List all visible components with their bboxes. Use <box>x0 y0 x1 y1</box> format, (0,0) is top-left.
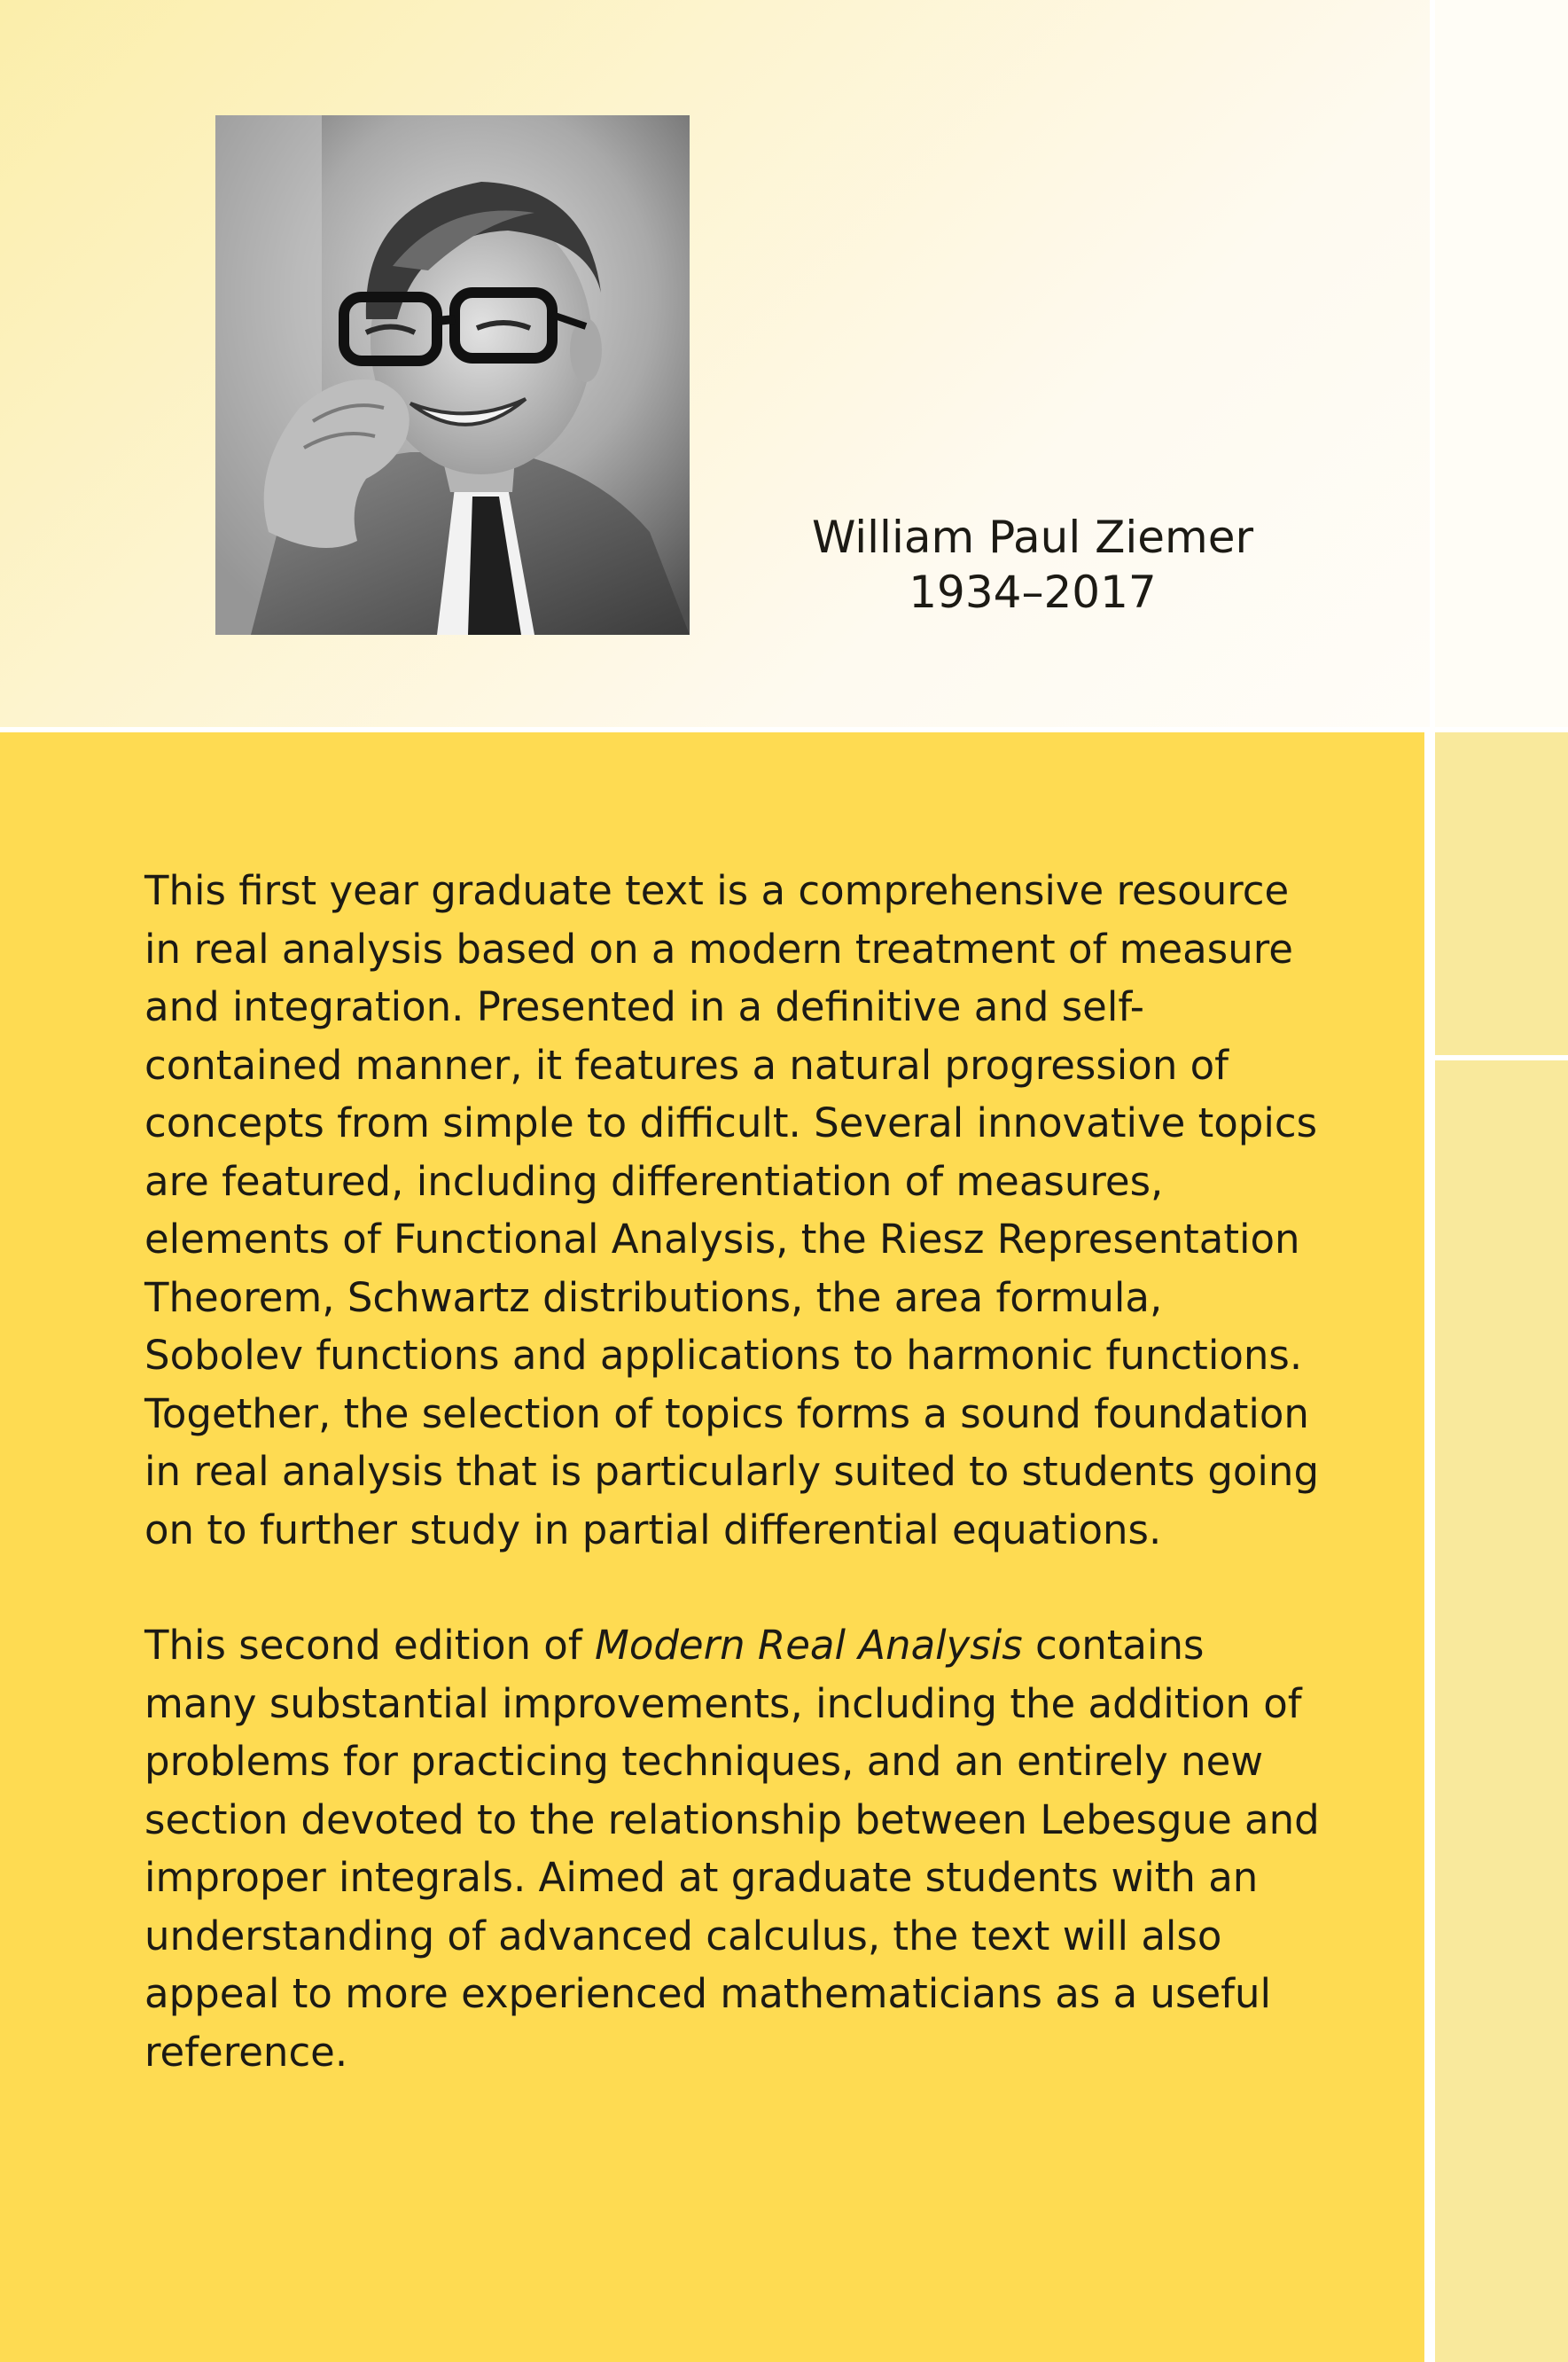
portrait-illustration <box>215 115 690 635</box>
author-name: William Paul Ziemer <box>811 512 1254 563</box>
author-caption <box>798 510 1268 620</box>
author-years: 1934–2017 <box>909 567 1157 618</box>
paragraph-2-body: contains many substantial improvements, including the addition of problems for practicing techniques, and an entirely new section devoted to the relationship between Lebesgue and improper integrals. Aimed at graduate students with an understanding of advanced calculus, the text will also appeal to more experienced mathematicians as a useful reference. <box>144 1622 1320 2076</box>
book-title-italic: Modern Real Analysis <box>595 1622 1023 1669</box>
side-panel-upper <box>1435 732 1568 1055</box>
top-right-strip <box>1430 0 1568 727</box>
description-paragraph-2 <box>144 1616 1323 2081</box>
side-panel-lower <box>1435 1060 1568 2362</box>
paragraph-2-intro: This second edition of <box>144 1622 595 1669</box>
author-portrait <box>215 115 690 635</box>
book-description <box>144 862 1323 2081</box>
description-paragraph-1: This first year graduate text is a comprehensive resource in real analysis based on a modern treatment of measure and integration. Presented in a definitive and self-contained manner, it features a natural progression of concepts from simple to difficult. Several innovative topics are featured, including differentiation of measures, elements of Functional Analysis, the Riesz Representation Theorem, Schwartz distributions, the area formula, Sobolev functions and applications to harmonic functions. Together, the selection of topics forms a sound foundation in real analysis that is particularly suited to students going on to further study in partial differential equations. <box>144 867 1320 1553</box>
spine-divider <box>1424 727 1435 2362</box>
